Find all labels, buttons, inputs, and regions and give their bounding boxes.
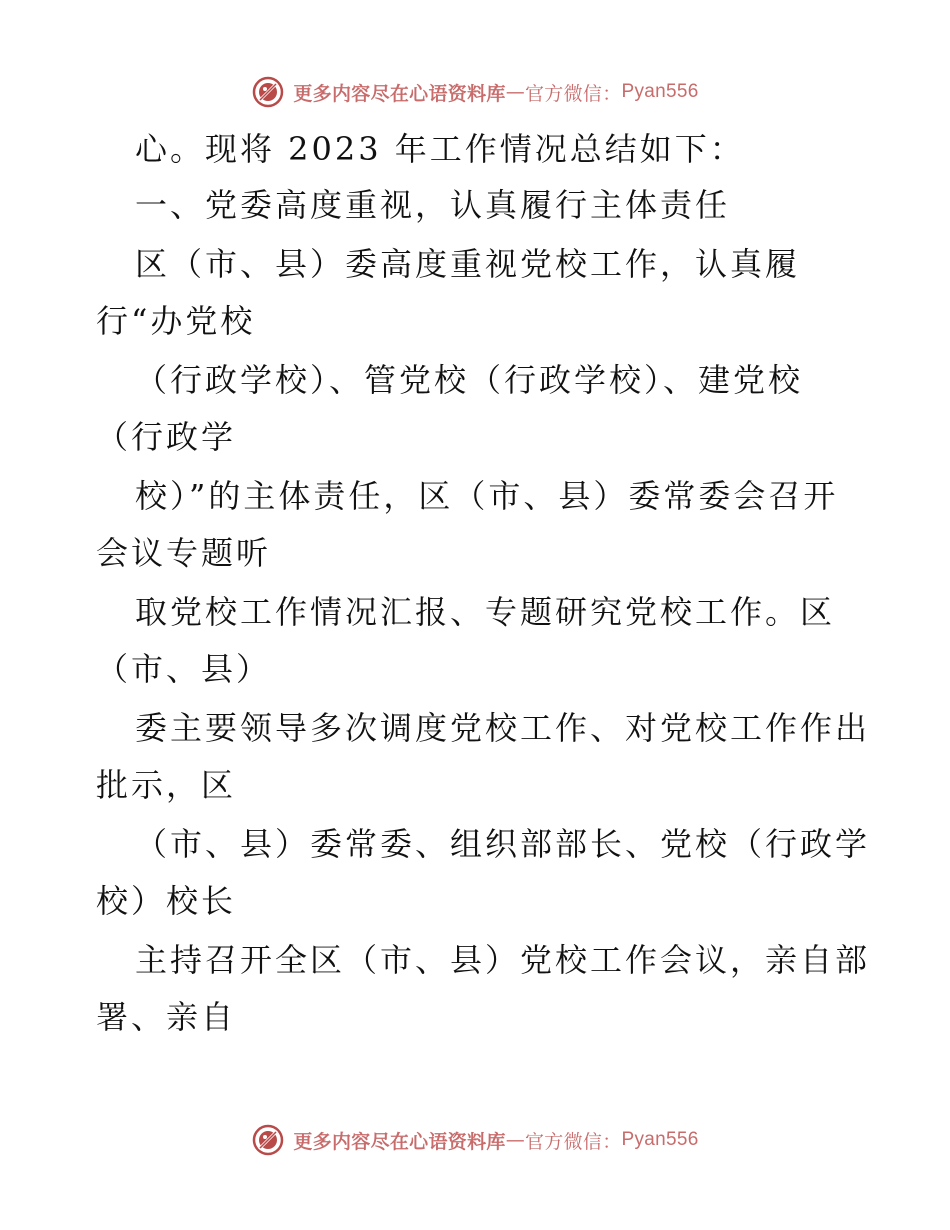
header-separator: — — [505, 81, 525, 103]
header-label-text: 官方微信： — [525, 82, 622, 105]
body-line: 委主要领导多次调度党校工作、对党校工作作出 — [135, 709, 871, 747]
header-banner — [0, 70, 950, 114]
footer-handle-text: Pyan556 — [621, 1129, 699, 1150]
body-line: （市、县）委常委、组织部部长、党校（行政学 — [135, 825, 871, 863]
header-handle-text: Pyan556 — [621, 81, 699, 102]
body-line: 署、亲自 — [96, 998, 237, 1036]
section-heading: 一、党委高度重视，认真履行主体责任 — [135, 186, 731, 224]
body-line: 会议专题听 — [96, 534, 272, 572]
body-line: 批示，区 — [96, 766, 237, 804]
footer-brand-text: 更多内容尽在心语资料库 — [293, 1130, 506, 1153]
body-line: 校）校长 — [96, 882, 237, 920]
body-line: 心。现将 2023 年工作情况总结如下： — [135, 130, 745, 168]
body-line: （行政学校）、管党校（行政学校）、建党校 — [135, 361, 804, 399]
footer-banner-text — [293, 1127, 698, 1154]
footer-banner — [0, 1118, 950, 1162]
body-line: 取党校工作情况汇报、专题研究党校工作。区 — [135, 593, 836, 631]
body-line: （市、县） — [96, 650, 272, 688]
footer-separator: — — [505, 1129, 525, 1151]
header-brand-text: 更多内容尽在心语资料库 — [293, 82, 506, 105]
brand-logo-icon — [251, 75, 285, 109]
header-banner-text — [293, 79, 698, 106]
body-line: （行政学 — [96, 418, 237, 456]
body-line: 区（市、县）委高度重视党校工作，认真履 — [135, 245, 801, 283]
body-line: 主持召开全区（市、县）党校工作会议，亲自部 — [135, 941, 871, 979]
body-line: 校）”的主体责任，区（市、县）委常委会召开 — [135, 477, 839, 515]
footer-label-text: 官方微信： — [525, 1130, 622, 1153]
body-line: 行“办党校 — [96, 302, 256, 340]
brand-logo-icon — [251, 1123, 285, 1157]
